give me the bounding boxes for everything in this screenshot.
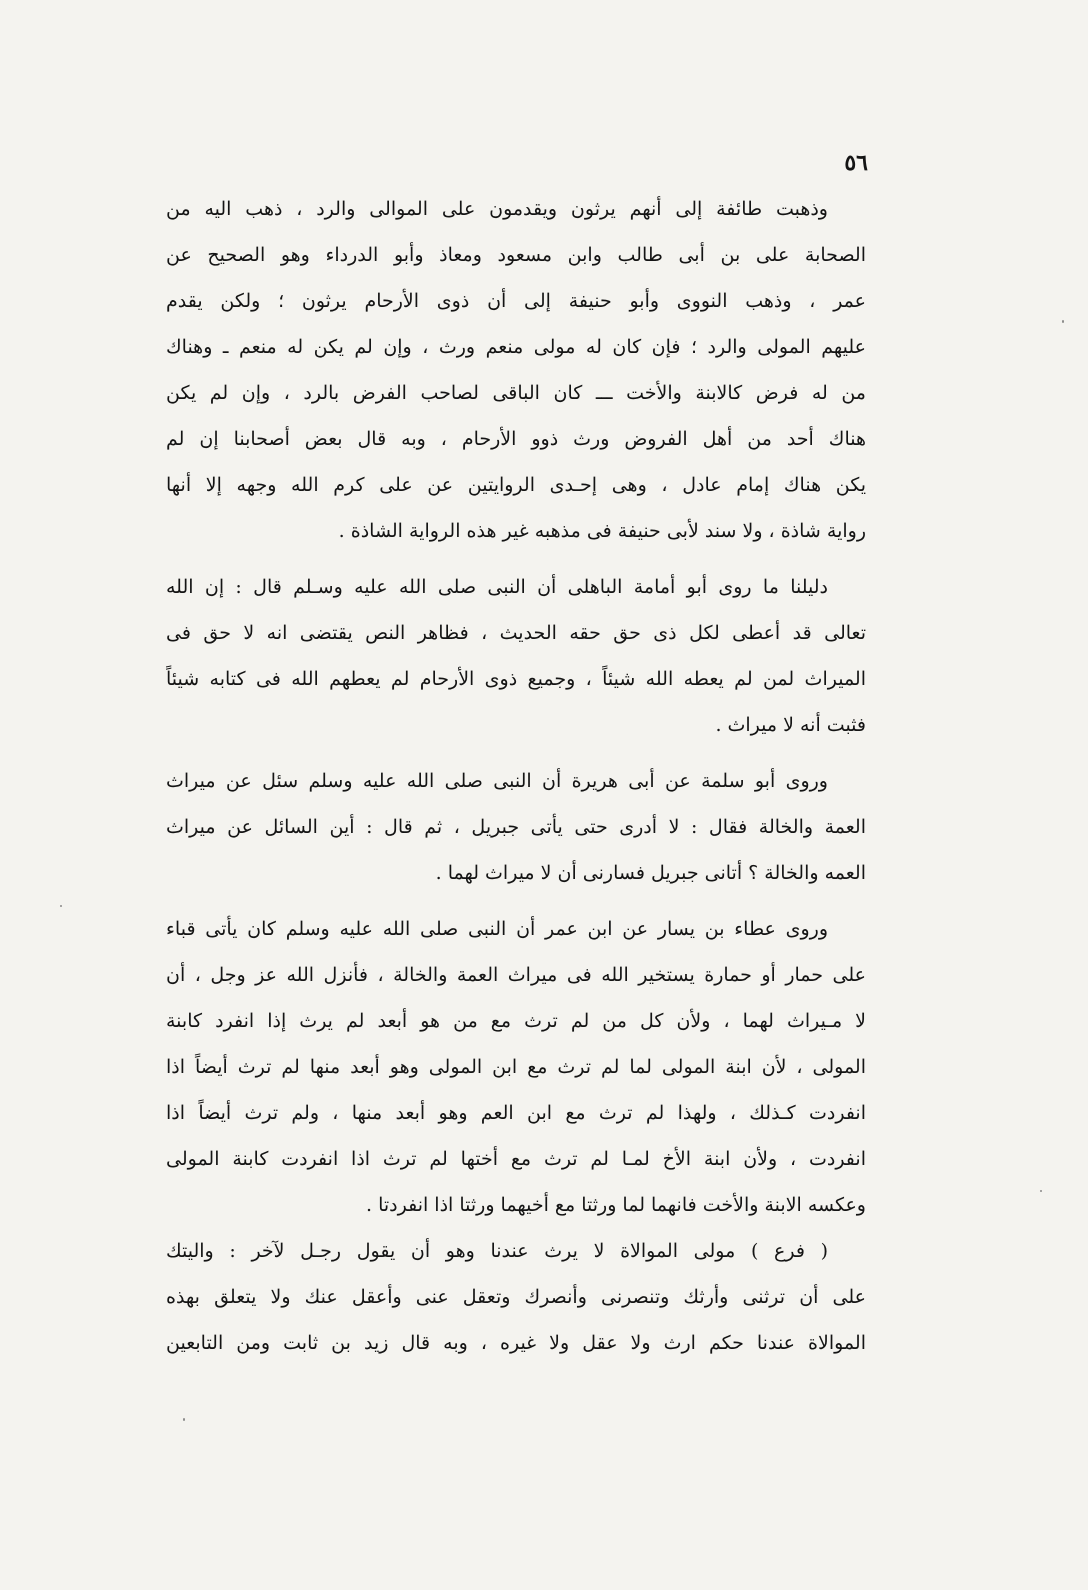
text-line: وروى عطاء بن يسار عن ابن عمر أن النبى صلى الله عليه وسلم كان يأتى قباء: [166, 918, 828, 940]
text-line: على أن ترثنى وأرثك وتنصرنى وأنصرك وتعقل عنى وأعقل عنك ولا يتعلق بهذه: [166, 1286, 866, 1308]
paragraph-1: [166, 186, 866, 554]
text-line: وروى أبو سلمة عن أبى هريرة أن النبى صلى الله عليه وسلم سئل عن ميراث: [166, 770, 828, 792]
text-line: العمه والخالة ؟ أتانى جبريل فسارنى أن لا ميراث لهما .: [435, 862, 866, 884]
text-line: المولى ، لأن ابنة المولى لما لم ترث مع ابن المولى وهو أبعد منها لم ترث أيضاً اذا: [166, 1056, 866, 1078]
text-line: الميراث لمن لم يعطه الله شيئاً ، وجميع ذوى الأرحام لم يعطهم الله فى كتابه شيئاً: [166, 668, 866, 690]
paragraph-3: [166, 758, 866, 896]
text-line: يكن هناك إمام عادل ، وهى إحـدى الروايتين عن على كرم الله وجهه إلا أنها: [166, 474, 866, 496]
text-line: وعكسه الابنة والأخت فانهما لما ورثتا مع أخيهما ورثتا اذا انفردتا .: [365, 1194, 866, 1216]
scan-speck: [1062, 320, 1064, 323]
paragraph-2: [166, 564, 866, 748]
scan-speck: [60, 905, 62, 907]
text-line: دليلنا ما روى أبو أمامة الباهلى أن النبى صلى الله عليه وسـلم قال : إن الله: [166, 576, 828, 598]
text-line: الصحابة على بن أبى طالب وابن مسعود ومعاذ وأبو الدرداء وهو الصحيح عن: [166, 244, 866, 266]
text-line: العمة والخالة فقال : لا أدرى حتى يأتى جبريل ، ثم قال : أين السائل عن ميراث: [166, 816, 866, 838]
text-line: تعالى قد أعطى لكل ذى حق حقه الحديث ، فظاهر النص يقتضى انه لا حق فى: [166, 622, 866, 644]
text-line: رواية شاذة ، ولا سند لأبى حنيفة فى مذهبه غير هذه الرواية الشاذة .: [338, 520, 866, 542]
body-text: [166, 186, 866, 1366]
paragraph-5: [166, 1228, 866, 1366]
text-line: هناك أحد من أهل الفروض ورث ذوو الأرحام ، وبه قال بعض أصحابنا إن لم: [166, 428, 866, 450]
scan-speck: [1040, 1190, 1042, 1192]
text-line: عليهم المولى والرد ؛ فإن كان له مولى منعم ورث ، وإن لم يكن له منعم ـ وهناك: [166, 336, 866, 358]
text-line: وذهبت طائفة إلى أنهم يرثون ويقدمون على الموالى والرد ، ذهب اليه من: [166, 198, 828, 220]
paragraph-4: [166, 906, 866, 1228]
text-line: انفردت ، ولأن ابنة الأخ لمـا لم ترث مع أختها لم ترث اذا انفردت كابنة المولى: [166, 1148, 866, 1170]
page-number: ٥٦: [844, 150, 868, 176]
text-line: لا مـيراث لهما ، ولأن كل من لم ترث مع من هو أبعد لم يرث إذا انفرد كابنة: [166, 1010, 866, 1032]
text-line: الموالاة عندنا حكم ارث ولا عقل ولا غيره ، وبه قال زيد بن ثابت ومن التابعين: [166, 1332, 866, 1354]
text-line: فثبت أنه لا ميراث .: [715, 714, 866, 736]
text-line: من له فرض كالابنة والأخت ـــ كان الباقى لصاحب الفرض بالرد ، وإن لم يكن: [166, 382, 866, 404]
text-line: انفردت كـذلك ، ولهذا لم ترث مع ابن العم وهو أبعد منها ، ولم ترث أيضاً اذا: [166, 1102, 866, 1124]
text-line: ( فرع ) مولى الموالاة لا يرث عندنا وهو أن يقول رجـل لآخر : واليتك: [166, 1240, 828, 1262]
text-line: على حمار أو حمارة يستخير الله فى ميراث العمة والخالة ، فأنزل الله عز وجل ، أن: [166, 964, 866, 986]
text-line: عمر ، وذهب النووى وأبو حنيفة إلى أن ذوى الأرحام يرثون ؛ ولكن يقدم: [166, 290, 866, 312]
scan-speck: [183, 1418, 185, 1421]
